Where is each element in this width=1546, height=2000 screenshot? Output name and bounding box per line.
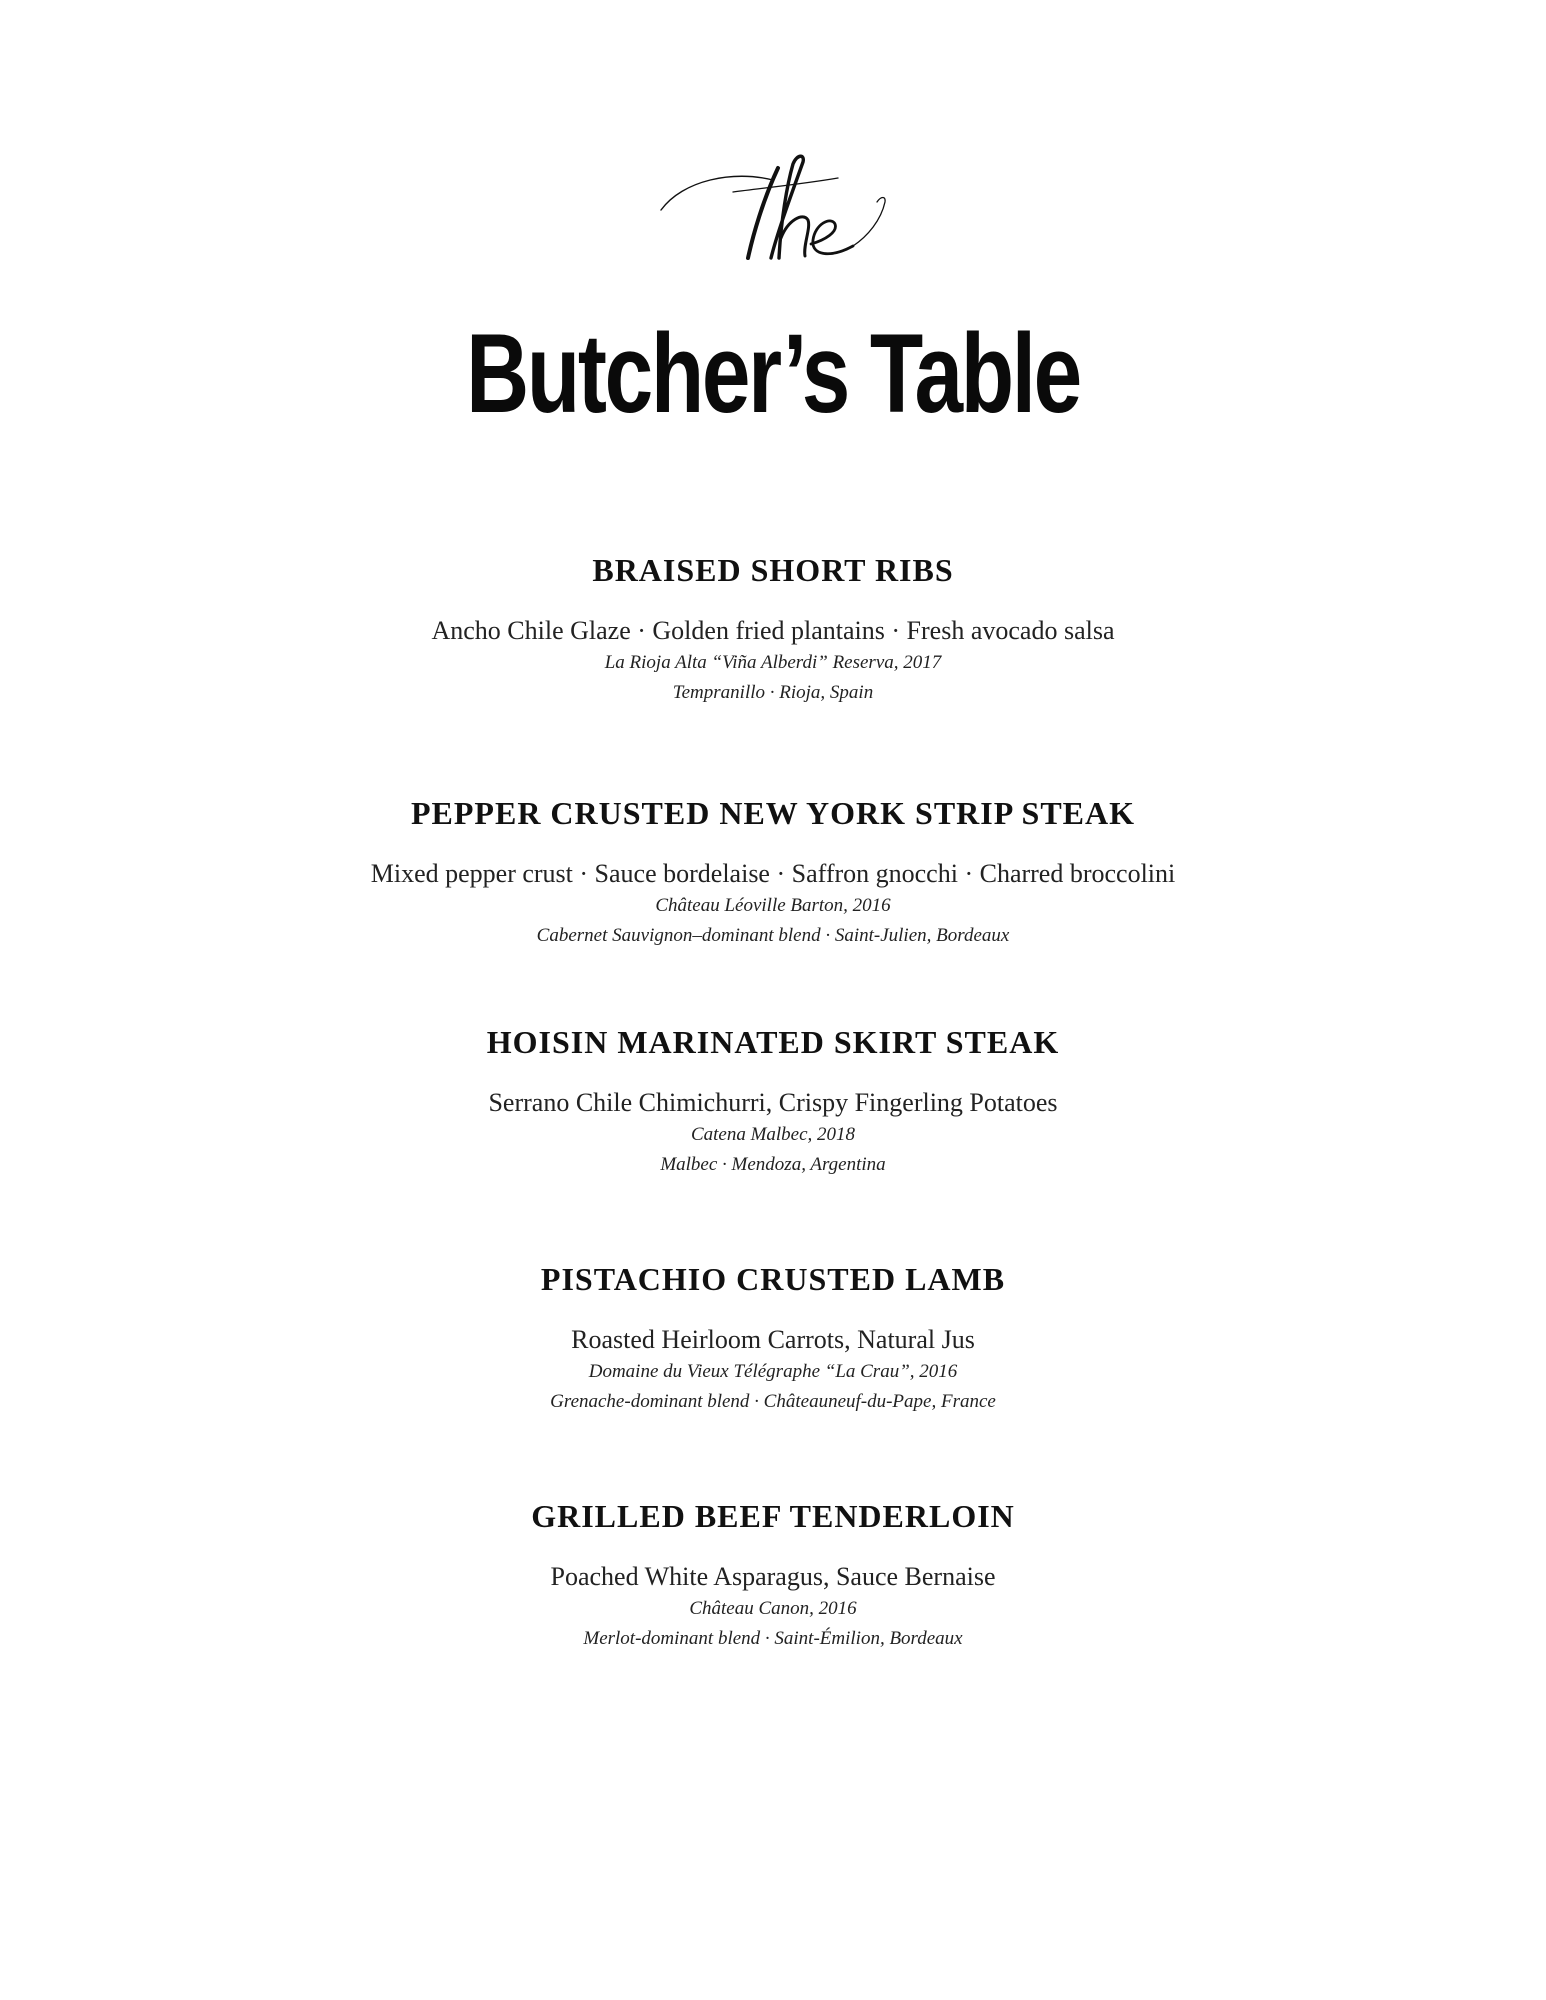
wine-region: Cabernet Sauvignon–dominant blend · Saint-Julien, Bordeaux: [536, 925, 1010, 946]
wine-region: Malbec · Mendoza, Argentina: [660, 1154, 886, 1175]
dish-name: PEPPER CRUSTED NEW YORK STRIP STEAK: [410, 795, 1135, 831]
wine-region: Merlot-dominant blend · Saint-Émilion, Bordeaux: [583, 1628, 963, 1649]
menu-item: [0, 1022, 1546, 1180]
the-script-icon: [653, 140, 893, 280]
dish-description: Mixed pepper crust · Sauce bordelaise · Saffron gnocchi · Charred broccolini: [370, 859, 1176, 888]
wine-pairing: Catena Malbec, 2018: [690, 1124, 856, 1145]
wine-pairing: Château Canon, 2016: [689, 1598, 857, 1619]
dish-description: Roasted Heirloom Carrots, Natural Jus: [571, 1325, 975, 1354]
dish-description: Poached White Asparagus, Sauce Bernaise: [550, 1562, 996, 1591]
dish-name: HOISIN MARINATED SKIRT STEAK: [486, 1024, 1060, 1060]
menu-item: [0, 1496, 1546, 1654]
script-logo-the: [0, 140, 1546, 280]
dish-name: GRILLED BEEF TENDERLOIN: [531, 1498, 1015, 1534]
dish-description: Serrano Chile Chimichurri, Crispy Fingerling Potatoes: [488, 1088, 1058, 1117]
menu-item: [0, 793, 1546, 951]
wine-pairing: Château Léoville Barton, 2016: [655, 895, 891, 916]
wine-region: Tempranillo · Rioja, Spain: [672, 682, 874, 703]
restaurant-title: Butcher’s Table: [466, 311, 1080, 436]
dish-description: Ancho Chile Glaze · Golden fried plantains · Fresh avocado salsa: [431, 616, 1115, 645]
menu-item: [0, 550, 1546, 708]
wine-pairing: La Rioja Alta “Viña Alberdi” Reserva, 2017: [604, 652, 942, 673]
dish-name: BRAISED SHORT RIBS: [592, 552, 954, 588]
wine-region: Grenache-dominant blend · Châteauneuf-du-Pape, France: [550, 1391, 996, 1412]
wine-pairing: Domaine du Vieux Télégraphe “La Crau”, 2016: [588, 1361, 958, 1382]
dish-name: PISTACHIO CRUSTED LAMB: [540, 1261, 1006, 1297]
menu-item: [0, 1259, 1546, 1417]
